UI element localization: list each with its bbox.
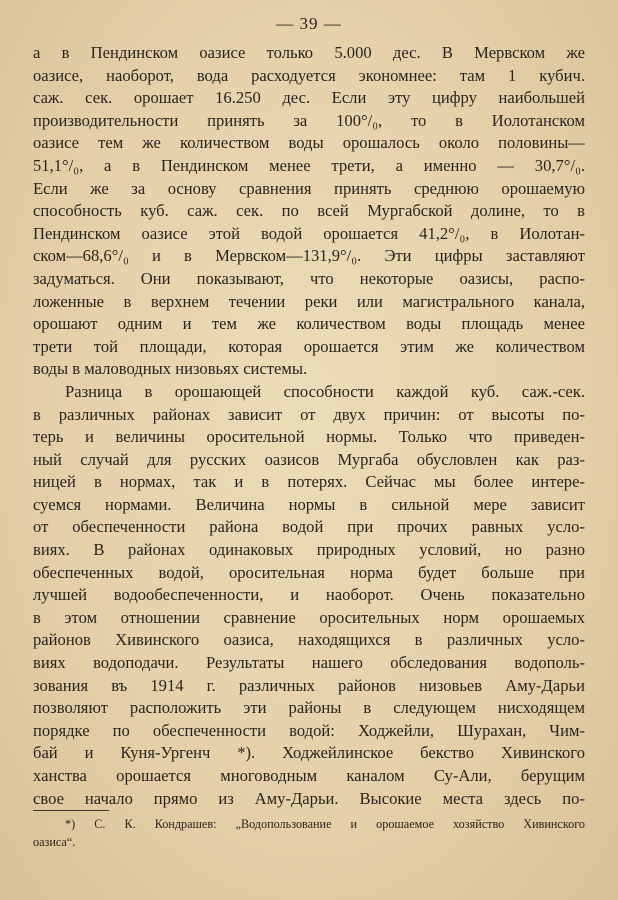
body-text (33, 42, 585, 810)
text-line: терь и величины оросительной нормы. Только что приведен- (33, 427, 585, 447)
text-line: производительности принять за 100°/₀, то в Иолотанском (33, 110, 585, 130)
text-line: саж. сек. орошает 16.250 дес. Если эту цифру наибольшей (33, 88, 585, 108)
paragraph-2 (33, 381, 585, 810)
page-number: — 39 — (276, 14, 342, 33)
text-line: орошают одним и тем же количеством воды площадь менее (33, 314, 585, 334)
text-line: способность куб. саж. сек. по всей Мургабской долине, то в (33, 201, 585, 221)
text-line: ный случай для русских оазисов Мургаба обусловлен как раз- (33, 449, 585, 469)
text-line: в различных районах зависит от двух причин: от высоты по- (33, 404, 585, 424)
paragraph-1 (33, 42, 585, 381)
text-line: ницей в нормах, так и в потерях. Сейчас мы более интере- (33, 472, 585, 492)
text-line: виях. В районах одинаковых природных условий, но разно (33, 540, 585, 560)
text-line: Пендинском оазисе этой водой орошается 41,2°/₀, в Иолотан- (33, 223, 585, 243)
text-line: порядке по обеспеченности водой: Ходжейли, Шурахан, Чим- (33, 720, 585, 740)
text-line: бай и Куня-Ургенч *). Ходжейлинское бекство Хивинского (33, 743, 585, 763)
text-line: свое начало прямо из Аму-Дарьи. Высокие места здесь по- (33, 788, 585, 808)
text-line: Разница в орошающей способности каждой куб. саж.-сек. (65, 381, 585, 401)
text-line: задуматься. Они показывают, что некоторые оазисы, распо- (33, 268, 585, 288)
text-line: лучшей водообеспеченности, и наоборот. Очень показательно (33, 585, 585, 605)
text-line: позволяют расположить эти районы в следующем нисходящем (33, 698, 585, 718)
text-line: зования въ 1914 г. различных районов низовьев Аму-Дарьи (33, 675, 585, 695)
text-line: воды в маловодных низовьях системы. (33, 359, 308, 379)
text-line: оазисе тем же количеством воды орошалось около половины— (33, 133, 585, 153)
footnote-line: оазиса“. (33, 835, 76, 849)
text-line: суемся нормами. Величина нормы в сильной мере зависит (33, 494, 585, 514)
text-line: в этом отношении сравнение оросительных норм орошаемых (33, 607, 585, 627)
text-line: ложенные в верхнем течении реки или магистрального канала, (33, 291, 585, 311)
text-line: оазисе, наоборот, вода расходуется экономнее: там 1 кубич. (33, 65, 585, 85)
footnote-divider (33, 810, 109, 811)
text-line: ском—68,6°/₀ и в Мервском—131,9°/₀. Эти цифры заставляют (33, 246, 585, 266)
text-line: трети той площади, которая орошается этим же количеством (33, 336, 585, 356)
text-line: Если же за основу сравнения принять среднюю орошаемую (33, 178, 585, 198)
footnote (33, 815, 585, 851)
footnote-line: *) С. К. Кондрашев: „Водопользование и орошаемое хозяйство Хивинского (65, 817, 585, 831)
text-line: ханства орошается многоводным каналом Су-Али, берущим (33, 766, 585, 785)
text-line: обеспеченных водой, оросительная норма будет больше при (33, 562, 585, 582)
text-line: от обеспеченности района водой при прочих равных усло- (33, 517, 585, 537)
text-line: виях водоподачи. Результаты нашего обследования водополь- (33, 653, 585, 673)
text-line: районов Хивинского оазиса, находящихся в различных усло- (33, 630, 585, 650)
text-line: 51,1°/₀, а в Пендинском менее трети, а именно — 30,7°/₀. (33, 155, 585, 175)
text-line: а в Пендинском оазисе только 5.000 дес. В Мервском же (33, 43, 585, 62)
